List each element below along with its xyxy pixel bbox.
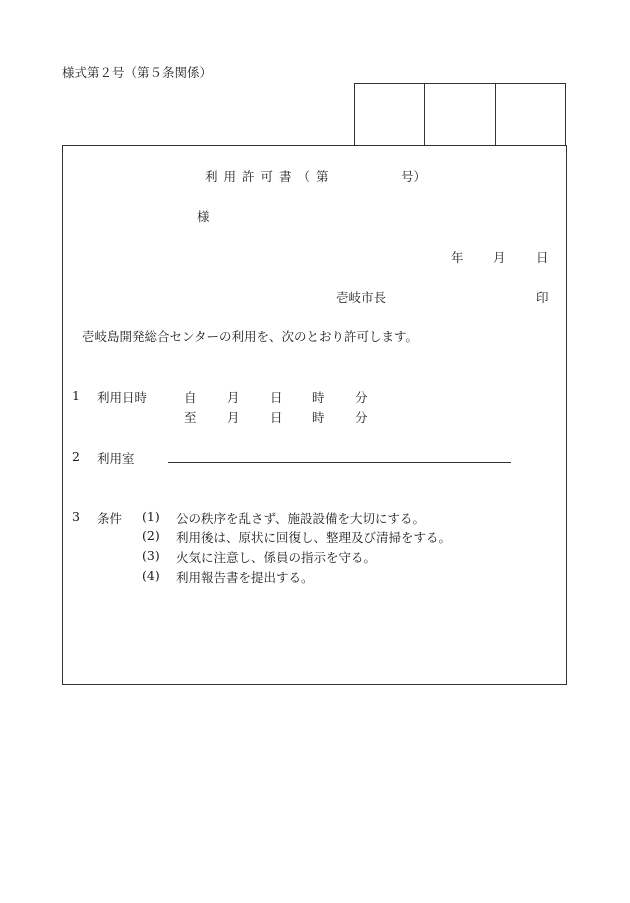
condition-text: 利用後は、原状に回復し、整理及び清掃をする。 [176,530,452,545]
form-number: 様式第２号（第５条関係） [62,65,213,80]
datetime-from-day: 日 [270,390,283,405]
condition-text: 利用報告書を提出する。 [176,570,314,585]
datetime-to-minute: 分 [355,410,368,425]
stamp-cell [425,84,495,145]
item-label: 利用室 [97,451,135,466]
item-number: 1 [72,388,80,403]
datetime-to-month: 月 [227,410,240,425]
approval-stamp-boxes [354,83,566,145]
datetime-to-day: 日 [270,410,283,425]
condition-text: 火気に注意し、係員の指示を守る。 [176,550,377,565]
date-year: 年 [451,250,464,265]
date-month: 月 [493,250,506,265]
condition-num: (4) [142,568,160,583]
condition-text: 公の秩序を乱さず、施設設備を大切にする。 [176,511,426,526]
document-title: 利用許可書（第 [205,169,335,184]
datetime-from-hour: 時 [312,390,325,405]
date-day: 日 [536,250,549,265]
addressee-honorific: 様 [197,209,210,224]
datetime-from-minute: 分 [355,390,368,405]
datetime-to-hour: 時 [312,410,325,425]
item-label: 条件 [97,511,123,526]
condition-num: (3) [142,548,160,563]
room-underline [168,462,511,463]
datetime-to-prefix: 至 [184,410,197,425]
datetime-from-prefix: 自 [184,390,197,405]
stamp-cell [496,84,565,145]
item-number: 2 [72,449,80,464]
document-title-suffix: 号） [401,169,427,184]
item-label: 利用日時 [97,390,148,405]
condition-num: (2) [142,528,160,543]
issuer-name: 壱岐市長 [336,290,387,305]
stamp-cell [355,84,425,145]
issuer-seal: 印 [536,290,549,305]
item-number: 3 [72,509,80,524]
permission-statement: 壱岐島開発総合センターの利用を、次のとおり許可します。 [82,329,419,344]
datetime-from-month: 月 [227,390,240,405]
condition-num: (1) [142,509,160,524]
